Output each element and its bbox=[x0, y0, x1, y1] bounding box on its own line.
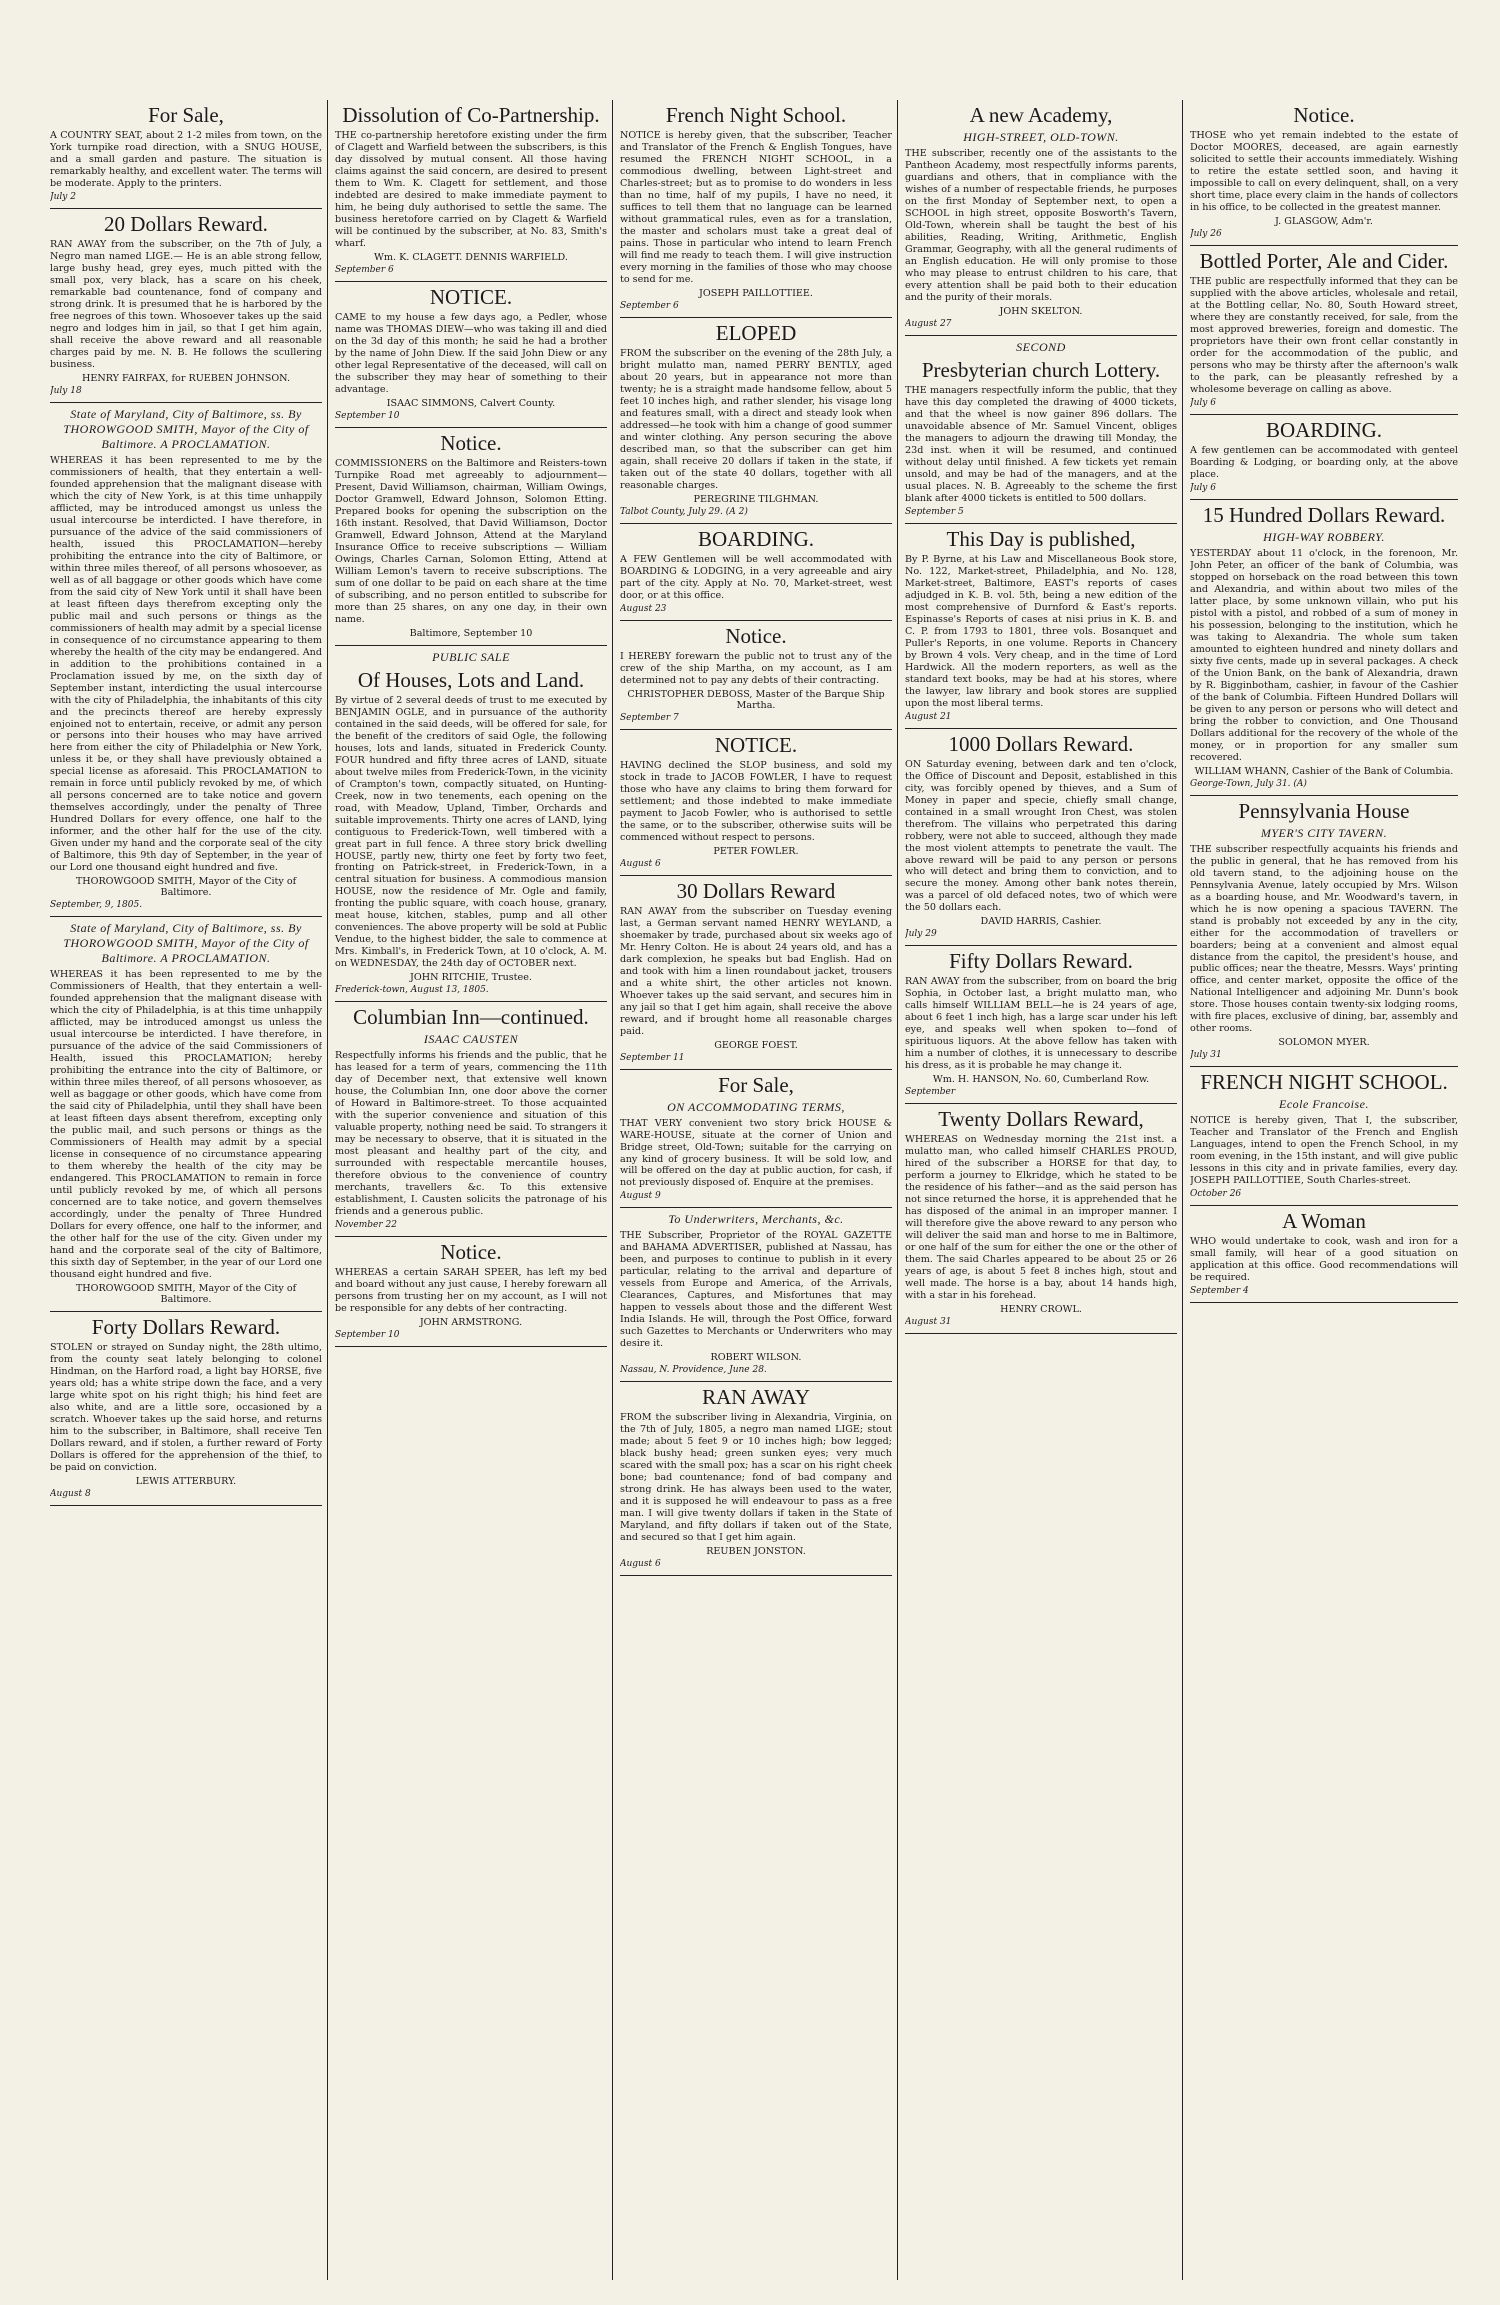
column-3 bbox=[620, 100, 892, 2280]
ad-subheading: HIGH-WAY ROBBERY. bbox=[1263, 529, 1385, 544]
ad-divider bbox=[335, 1001, 607, 1002]
ad-subheading: Ecole Francoise. bbox=[1279, 1097, 1369, 1112]
column-rule bbox=[612, 100, 613, 2280]
advertisement bbox=[50, 921, 322, 1305]
ad-heading: Twenty Dollars Reward, bbox=[938, 1107, 1144, 1132]
ad-heading: Dissolution of Co-Partnership. bbox=[342, 103, 600, 127]
ad-dateline: August 21 bbox=[905, 711, 952, 722]
ad-dateline: July 6 bbox=[1190, 397, 1216, 408]
ad-divider bbox=[905, 335, 1177, 336]
advertisement bbox=[50, 1316, 322, 1499]
ad-heading: For Sale, bbox=[718, 1072, 794, 1097]
ad-dateline: August 6 bbox=[620, 858, 661, 869]
ad-heading: Presbyterian church Lottery. bbox=[921, 357, 1161, 382]
ad-body-text: I HEREBY forewarn the public not to trust any of the crew of the ship Martha, on my account, as I am determined not to pay any debts of their contracting. bbox=[620, 650, 892, 686]
ad-body-text: RAN AWAY from the subscriber on Tuesday evening last, a German servant named HENRY WEYLAND, a shoemaker by trade, purchased about six weeks ago of Mr. Henry Colton. He is about 24 years old, and has a dark complexion, he speaks but bad English. Had on and took with him a linen roundabout jacket, trousers and a white shirt, the other articles not known. Whoever takes up the said servant, and secures him in any jail so that I get him again, shall receive the above reward, and if brought home all reasonable charges paid. bbox=[620, 905, 892, 1037]
ad-signature: SOLOMON MYER. bbox=[1278, 1037, 1370, 1049]
ad-dateline: September 6 bbox=[335, 264, 394, 275]
ad-dateline: July 31 bbox=[1190, 1050, 1222, 1061]
ad-signature: CHRISTOPHER DEBOSS, Master of the Barque Ship Martha. bbox=[627, 688, 885, 711]
advertisement bbox=[905, 950, 1177, 1097]
advertisement bbox=[50, 213, 322, 396]
advertisement bbox=[335, 104, 607, 275]
ad-divider bbox=[620, 729, 892, 730]
ad-body-text: FROM the subscriber living in Alexandria, Virginia, on the 7th of July, 1805, a negro man named LIGE; stout made; about 5 feet 9 or 10 inches high; bow legged; black bushy head; green sunken eyes; very much scared with the small pox; has a scar on his right cheek bone; bad countenance; fond of bad company and strong drink. He has always been used to the water, and it is supposed he will endeavour to pass as a free man. I will give twenty dollars if taken in the State of Maryland, and fifty dollars if taken out of the State, and secured so that I get him again. bbox=[620, 1412, 892, 1544]
column-4 bbox=[905, 100, 1177, 2280]
ad-dateline: September, 9, 1805. bbox=[50, 900, 143, 911]
ad-dateline: July 26 bbox=[1190, 228, 1222, 239]
ad-heading: Notice. bbox=[725, 623, 787, 648]
advertisement bbox=[620, 322, 892, 517]
ad-dateline: August 8 bbox=[50, 1488, 91, 1499]
ad-divider bbox=[50, 1505, 322, 1506]
ad-divider bbox=[50, 916, 322, 917]
ad-signature: PETER FOWLER. bbox=[713, 845, 799, 857]
ad-body-text: THOSE who yet remain indebted to the estate of Doctor MOORES, deceased, are again earnestly solicited to settle their accounts immediately. Wishing to retire the estate settled soon, and having it impossible to call on every delinquent, shall, on a very short time, place every claim in the hands of collectors in his office, to be collected in the greatest manner. bbox=[1190, 130, 1458, 213]
advertisement bbox=[620, 104, 892, 311]
column-rule bbox=[1182, 100, 1183, 2280]
ad-heading: ELOPED bbox=[715, 320, 797, 345]
ad-body-text: STOLEN or strayed on Sunday night, the 28th ultimo, from the county seat lately belonging to colonel Hindman, on the Harford road, a light bay HORSE, five years old; has a white stripe down the face, and a very large white spot on his right thigh; his hind feet are also white, and are a little sore, occasioned by a scratch. Whoever takes up the said horse, and returns him to the subscriber, in Baltimore, shall receive Ten Dollars reward, and if stolen, a further reward of Forty Dollars is offered for the apprehension of the thief, to be paid on conviction. bbox=[50, 1341, 322, 1473]
ad-signature: THOROWGOOD SMITH, Mayor of the City of Baltimore. bbox=[75, 876, 297, 899]
ad-body-text: By virtue of 2 several deeds of trust to me executed by BENJAMIN OGLE, and in pursuance of the authority contained in the said deeds, will be offered for sale, for the benefit of the creditors of said Ogle, the following houses, lots and lands, situated in Frederick County. FOUR hundred and fifty three acres of LAND, situate about twelve miles from Frederick-Town, in the vicinity of Crampton's town, compactly situated, on Hunting-Creek, now in two tenements, each opening on the road, with Meadow, Upland, Timber, Orchards and suitable improvements. Thirty one acres of LAND, lying contiguous to Frederick-Town, well timbered with a great part in full fence. A three story brick dwelling HOUSE, partly new, thirty one feet by forty two feet, fronting on Patrick-street, in Frederick-Town, in a central situation for business. A commodious mansion HOUSE, now the residence of Mr. Ogle and family, fronting the public square, with coach house, granary, meat house, kitchen, stables, pump and all other conveniences. The above property will be sold at Public Vendue, to the highest bidder, the sale to commence at Mrs. Kimball's, in Frederick Town, at 10 o'clock, A. M. on WEDNESDAY, the 24th day of OCTOBER next. bbox=[335, 694, 607, 970]
ad-dateline: August 9 bbox=[620, 1191, 661, 1202]
ad-heading: Pennsylvania House bbox=[1238, 798, 1410, 823]
ad-signature: JOSEPH PAILLOTTIEE. bbox=[699, 287, 813, 299]
advertisement bbox=[335, 286, 607, 421]
ad-body-text: WHEREAS it has been represented to me by the commissioners of health, that they entertain a well-founded apprehension that the malignant disease with which the city of New York, is at this time unhappily afflicted, may be introduced amongst us unless the usual intercourse be interdicted. I have therefore, in pursuance of the advice of the said commissioners of health, issued this PROCLAMATION—hereby prohibiting the entrance into the city of Baltimore, or within three miles thereof, of all persons whosoever, as well as of all baggage or other goods which have come from the said city of New York until it shall have been at least fifteen days therefrom excepting only the public mail and such persons or things as the commissioners of health may admit by a special license in consequence of no circumstance appearing to them whereby the health of the city may be endangered. And in addition to the prohibitions contained in a Proclamation issued by me, on the sixth day of September instant, interdicting the usual intercourse with the city of Philadelphia, the inhabitants of this city and the precincts thereof are hereby expressly enjoined not to entertain, receive, or admit any person or persons into their houses who may have arrived here from either the city of Philadelphia or New York, unless it be, or they shall have previously obtained a special license as aforesaid. This PROCLAMATION to remain in force until publicly revoked by me, of which all persons concerned are to take notice and govern themselves accordingly, under the penalty of Three Hundred Dollars for every offence, one half to the informer, and the other half for the use of the city. Given under my hand and the corporate seal of the city of Baltimore, this 9th day of September, in the year of our Lord one thousand eight hundred and five. bbox=[50, 454, 322, 874]
advertisement bbox=[335, 650, 607, 996]
ad-body-text: NOTICE is hereby given, that the subscriber, Teacher and Translator of the French & English Tongues, have resumed the FRENCH NIGHT SCHOOL, in a commodious dwelling, between Light-street and Charles-street; but as to promise to do wonders in less than no time, half of my pupils, I have no need, it suffices to tell them that no language can be learned without grammatical rules, even as for a translation, the master and scholars must take a great deal of pains. Those in particular who intend to learn French will find me ready to teach them. I will give instruction every morning in the families of those who may choose to send for me. bbox=[620, 130, 892, 285]
ad-dateline: September bbox=[905, 1087, 956, 1098]
ad-signature: Wm. K. CLAGETT. DENNIS WARFIELD. bbox=[374, 251, 568, 263]
ad-dateline: Nassau, N. Providence, June 28. bbox=[620, 1365, 767, 1376]
ad-signature: J. GLASGOW, Adm'r. bbox=[1275, 215, 1373, 227]
ad-body-text: THE Subscriber, Proprietor of the ROYAL GAZETTE and BAHAMA ADVERTISER, published at Nassau, has been, and purposes to continue to publish in it every particular, relating to the arrival and departure of vessels from Europe and America, of the Arrivals, Clearances, Captures, and Misfortunes that may happen to vessels about those and the different West India Islands. He will, through the Post Office, forward such Gazettes to Merchants or Underwriters who may desire it. bbox=[620, 1230, 892, 1350]
ad-divider bbox=[1190, 414, 1458, 415]
advertisement bbox=[905, 104, 1177, 329]
advertisement bbox=[620, 528, 892, 614]
ad-heading: Bottled Porter, Ale and Cider. bbox=[1199, 248, 1449, 273]
ad-signature: Wm. H. HANSON, No. 60, Cumberland Row. bbox=[932, 1074, 1150, 1086]
ad-divider bbox=[335, 427, 607, 428]
advertisement bbox=[905, 1108, 1177, 1327]
ad-heading: Notice. bbox=[440, 1240, 502, 1265]
ad-subheading: HIGH-STREET, OLD-TOWN. bbox=[963, 130, 1119, 145]
advertisement bbox=[620, 734, 892, 869]
ad-dateline: August 6 bbox=[620, 1559, 661, 1570]
ad-divider bbox=[620, 317, 892, 318]
ad-signature: LEWIS ATTERBURY. bbox=[135, 1475, 237, 1487]
ad-signature: REUBEN JONSTON. bbox=[706, 1546, 806, 1558]
ad-heading: BOARDING. bbox=[697, 526, 815, 551]
ad-body-text: A few gentlemen can be accommodated with genteel Boarding & Lodging, or boarding only, at the above place. bbox=[1190, 444, 1458, 480]
ad-heading: For Sale, bbox=[148, 103, 224, 127]
ad-body-text: THE subscriber respectfully acquaints his friends and the public in general, that he has removed from his old tavern stand, to the adjoining house on the Pennsylvania Avenue, lately occupied by Mrs. Wilson as a boarding house, and Mr. Woodward's tavern, in which he is now opening a spacious TAVERN. The stand is probably not exceeded by any in the city, either for the accommodation of travellers or boarders; being at a convenient and almost equal distance from the capitol, the president's house, and public offices; near the theatre, Messrs. Ways' printing office, and center market, opposite the office of the National Intelligencer and adjoining Mr. Dunn's book store. Those houses contain twenty-six lodging rooms, with fire places, exclusive of dining, bar, assembly and other rooms. bbox=[1190, 843, 1458, 1035]
advertisement bbox=[335, 1006, 607, 1230]
ad-dateline: Frederick-town, August 13, 1805. bbox=[335, 985, 489, 996]
advertisement bbox=[620, 880, 892, 1063]
ad-body-text: WHO would undertake to cook, wash and iron for a small family, will hear of a good situation on application at this office. Good recommendations will be required. bbox=[1190, 1236, 1458, 1284]
ad-heading: Notice. bbox=[1293, 103, 1355, 127]
ad-dateline: August 27 bbox=[905, 318, 952, 329]
advertisement bbox=[1190, 104, 1458, 239]
advertisement bbox=[1190, 1210, 1458, 1296]
ad-divider bbox=[620, 875, 892, 876]
ad-divider bbox=[335, 1236, 607, 1237]
ad-subheading: To Underwriters, Merchants, &c. bbox=[668, 1212, 844, 1227]
ad-signature: JOHN RITCHIE, Trustee. bbox=[410, 972, 532, 984]
ad-heading: A Woman bbox=[1282, 1209, 1366, 1234]
column-rule bbox=[327, 100, 328, 2280]
column-2 bbox=[335, 100, 607, 2280]
ad-body-text: A FEW Gentlemen will be well accommodated with BOARDING & LODGING, in a very agreeable and airy part of the city. Apply at No. 70, Market-street, west door, or at this office. bbox=[620, 553, 892, 601]
ad-body-text: By P. Byrne, at his Law and Miscellaneous Book store, No. 122, Market-street, Philadelphia, and No. 128, Market-street, Baltimore, EAST's reports of cases adjudged in K. B. vol. 5th, being a new edition of the most comprehensive of Durnford & East's reports. Espinasse's Reports of cases at nisi prius in K. B. and C. P. from 1793 to 1801, three vols. Bosanquet and Puller's Reports, in one volume. Reports in Chancery by Brown 4 vols. Very cheap, and in the time of Lord Hardwick. All the modern reporters, as well as the standard text books, may be had at his stores, where the lawyer, law library and book stores are supplied upon the most liberal terms. bbox=[905, 553, 1177, 709]
advertisement bbox=[335, 1241, 607, 1340]
ad-heading: 20 Dollars Reward. bbox=[104, 211, 268, 236]
ad-body-text: RAN AWAY from the subscriber, from on board the brig Sophia, in October last, a bright mulatto man, who calls himself WILLIAM BELL—he is 24 years of age, about 6 feet 1 inch high, has a large scar under his left eye, and speaks well when spoken to—fond of spirituous liquors. At the above fellow has taken with him a number of clothes, it is unnecessary to describe his dress, as it is probable he may change it. bbox=[905, 976, 1177, 1072]
advertisement bbox=[620, 1212, 892, 1375]
advertisement bbox=[1190, 250, 1458, 408]
ad-divider bbox=[620, 523, 892, 524]
ad-dateline: September 7 bbox=[620, 712, 679, 723]
ad-heading: Fifty Dollars Reward. bbox=[949, 949, 1133, 974]
advertisement bbox=[335, 432, 607, 639]
ad-divider bbox=[620, 1575, 892, 1576]
ad-heading: This Day is published, bbox=[946, 526, 1136, 551]
ad-divider bbox=[335, 1346, 607, 1347]
ad-divider bbox=[905, 1103, 1177, 1104]
ad-divider bbox=[335, 281, 607, 282]
ad-subheading: PUBLIC SALE bbox=[432, 649, 510, 664]
advertisement bbox=[905, 528, 1177, 722]
ad-divider bbox=[905, 945, 1177, 946]
ad-dateline: September 10 bbox=[335, 410, 400, 421]
ad-heading: 1000 Dollars Reward. bbox=[948, 731, 1134, 756]
ad-signature: PEREGRINE TILGHMAN. bbox=[693, 493, 819, 505]
ad-body-text: THE subscriber, recently one of the assistants to the Pantheon Academy, most respectfully informs parents, guardians and others, that in compliance with the wishes of a number of respectable friends, he purposes on the first Monday of September next, to open a SCHOOL in high street, opposite Bosworth's Tavern, Old-Town, wherein shall be taught the best of his abilities, Reading, Writing, Arithmetic, English Grammar, Geography, with all the general rudiments of an English education. He will only promise to those who may please to entrust children to his care, that every attention shall be paid both to their education and the purity of their morals. bbox=[905, 148, 1177, 303]
ad-body-text: COMMISSIONERS on the Baltimore and Reisters-town Turnpike Road met agreeably to adjournment— Present, David Williamson, chairman, William Owings, Doctor Gramwell, Edward Johnson, Solomon Etting. Prepared books for opening the subscription on the 16th instant. Resolved, that David Williamson, Doctor Gramwell, Edward Johnson, Attend at the Maryland Insurance Office to receive subscriptions — William Owings, Charles Carnan, Solomon Etting, Attend at William Lemon's tavern to receive subscriptions. The sum of one dollar to be paid on each share at the time of subscribing, and no person entitled to subscribe for more than 25 shares, on any one day, in their own name. bbox=[335, 457, 607, 625]
ad-body-text: YESTERDAY about 11 o'clock, in the forenoon, Mr. John Peter, an officer of the bank of Columbia, was stopped on horseback on the road between this town and Alexandria, and within about two miles of the latter place, by some unknown villain, who put his pistol with a pistol, and robbed of a sum of money in his possession, belonging to the institution, which he was taking to Alexandria. The whole sum taken amounted to eighteen hundred and ninety dollars and sixty five cents, made up in several packages. A check of the Union Bank, on the bank of Alexandria, drawn by R. Bigginbotham, cashier, in favour of the Cashier of the bank of Columbia. Fifteen Hundred Dollars will be given to any person or persons who will detect and bring the robber to conviction, and One Thousand Dollars additional for the recovery of the whole of the money, or in proportion for any smaller sum recovered. bbox=[1190, 547, 1458, 763]
ad-dateline: September 6 bbox=[620, 300, 679, 311]
column-1 bbox=[50, 100, 322, 2280]
ad-dateline: September 4 bbox=[1190, 1286, 1249, 1297]
advertisement bbox=[1190, 419, 1458, 493]
ad-heading: Forty Dollars Reward. bbox=[91, 1314, 281, 1339]
ad-dateline: September 11 bbox=[620, 1052, 685, 1063]
ad-subheading: State of Maryland, City of Baltimore, ss. By THOROWGOOD SMITH, Mayor of the City of Baltimore. A PROCLAMATION. bbox=[63, 406, 309, 451]
ad-divider bbox=[620, 1207, 892, 1208]
advertisement bbox=[620, 1074, 892, 1202]
ad-divider bbox=[1190, 499, 1458, 500]
ad-heading: BOARDING. bbox=[1265, 417, 1383, 442]
ad-signature: THOROWGOOD SMITH, Mayor of the City of Baltimore. bbox=[75, 1282, 297, 1305]
ad-dateline: September 5 bbox=[905, 506, 964, 517]
ad-dateline: August 23 bbox=[620, 603, 667, 614]
ad-heading: NOTICE. bbox=[429, 284, 513, 309]
ad-dateline: July 2 bbox=[50, 191, 76, 202]
ad-heading: French Night School. bbox=[665, 103, 847, 127]
advertisement bbox=[905, 733, 1177, 940]
ad-signature: DAVID HARRIS, Cashier. bbox=[980, 916, 1102, 928]
ad-divider bbox=[905, 728, 1177, 729]
ad-divider bbox=[1190, 1066, 1458, 1067]
ad-divider bbox=[1190, 245, 1458, 246]
ad-body-text: NOTICE is hereby given, That I, the subscriber, Teacher and Translator of the French and English Languages, intend to open the French School, in my room evening, in the 15th instant, and will give public lessons in this city and in private families, every day. JOSEPH PAILLOTTIEE, South Charles-street. bbox=[1190, 1115, 1458, 1187]
ad-dateline: November 22 bbox=[335, 1220, 397, 1231]
ad-heading: RAN AWAY bbox=[702, 1385, 810, 1410]
ad-dateline: Talbot County, July 29. (A 2) bbox=[620, 506, 748, 517]
ad-body-text: WHEREAS on Wednesday morning the 21st inst. a mulatto man, who called himself CHARLES PROUD, hired of the subscriber a HORSE for that day, to perform a journey to Elkridge, which he stated to be the residence of his father—and as the said person has not since returned the horse, it is apprehended that he has disposed of the animal in an improper manner. I will therefore give the above reward to any person who will deliver the said man and horse to me in Baltimore, or one half of the sum for either the one or the other of them. The said Charles appeared to be about 25 or 26 years of age, is about 5 feet 8 inches high, stout and well made. The horse is a bay, about 14 hands high, with a star in his forehead. bbox=[905, 1134, 1177, 1302]
ad-body-text: THE public are respectfully informed that they can be supplied with the above articles, wholesale and retail, at the Bottling cellar, No. 80, South Howard street, where they are constantly received, for sale, from the most approved breweries, foreign and domestic. The proprietors have their own front cellar constantly in order for the accommodation of the public, and persons who may be thirsty after the afternoon's walk to the park, can be pleasantly refreshed by a wholesome beverage on calling as above. bbox=[1190, 275, 1458, 395]
ad-divider bbox=[335, 645, 607, 646]
ad-divider bbox=[620, 620, 892, 621]
ad-signature: Baltimore, September 10 bbox=[409, 627, 533, 639]
ad-heading: NOTICE. bbox=[714, 732, 798, 757]
ad-signature: ROBERT WILSON. bbox=[710, 1352, 802, 1364]
advertisement bbox=[50, 407, 322, 910]
ad-dateline: August 31 bbox=[905, 1317, 952, 1328]
advertisement bbox=[620, 625, 892, 723]
ad-divider bbox=[620, 1381, 892, 1382]
ad-divider bbox=[1190, 1205, 1458, 1206]
ad-body-text: A COUNTRY SEAT, about 2 1-2 miles from town, on the York turnpike road direction, with a SNUG HOUSE, and a small garden and pasture. The situation is remarkably healthy, and excellent water. The terms will be moderate. Apply to the printers. bbox=[50, 130, 322, 189]
ad-dateline: July 18 bbox=[50, 385, 82, 396]
ad-heading: A new Academy, bbox=[969, 103, 1113, 127]
ad-divider bbox=[50, 402, 322, 403]
ad-signature: HENRY FAIRFAX, for RUEBEN JOHNSON. bbox=[81, 372, 291, 384]
advertisement bbox=[50, 104, 322, 202]
ad-body-text: HAVING declined the SLOP business, and sold my stock in trade to JACOB FOWLER, I have to request those who have any claims to bring them forward for settlement; and those indebted to make immediate payment to Jacob Fowler, who is authorised to settle the same, or to the subscriber, otherwise suits will be commenced without respect to persons. bbox=[620, 759, 892, 843]
ad-heading: Notice. bbox=[440, 430, 502, 455]
ad-signature: HENRY CROWL. bbox=[1000, 1304, 1082, 1316]
ad-divider bbox=[620, 1069, 892, 1070]
ad-body-text: THAT VERY convenient two story brick HOUSE & WARE-HOUSE, situate at the corner of Union and Bridge street, Old-Town; suitable for the carrying on any kind of grocery business. It will be sold low, and will be offered on the day at public auction, for cash, if not previously disposed of. Enquire at the premises. bbox=[620, 1117, 892, 1189]
ad-dateline: July 6 bbox=[1190, 482, 1216, 493]
advertisement bbox=[905, 340, 1177, 517]
advertisement bbox=[1190, 1071, 1458, 1199]
column-rule bbox=[897, 100, 898, 2280]
ad-signature: JOHN SKELTON. bbox=[999, 305, 1083, 317]
ad-body-text: FROM the subscriber on the evening of the 28th July, a bright mulatto man, named PERRY BENTLY, aged about 20 years, but in appearance not more than twenty; he is a straight made handsome fellow, about 5 feet 10 inches high, and rather slender, his visage long and features small, with a direct and steady look when addressed—he took with him a change of good summer and winter clothing. Any person securing the above described man, so that the subscriber can get him again, shall receive 20 dollars if taken in the state, if taken out of the state 40 dollars, together with all reasonable charges. bbox=[620, 347, 892, 491]
ad-subheading: ON ACCOMMODATING TERMS, bbox=[667, 1099, 845, 1114]
ad-body-text: THE managers respectfully inform the public, that they have this day completed the drawing of 4000 tickets, and that the wheel is now gainer 896 dollars. The unavoidable absence of Mr. Samuel Vincent, obliges the managers to adjourn the drawing till Monday, the 23d inst. when it will be resumed, and continued without delay until finished. A few tickets yet remain unsold, and may be had of the managers, and at the usual places. N. B. Agreeably to the scheme the first blank after 4000 tickets is entitled to 500 dollars. bbox=[905, 384, 1177, 504]
ad-body-text: RAN AWAY from the subscriber, on the 7th of July, a Negro man named LIGE.— He is an able strong fellow, large bushy head, grey eyes, much pitted with the small pox, very black, has a scare on his cheek, remarkable bad countenance, fond of company and strong drink. It is presumed that he is harbored by the free negroes of this town. Whosoever takes up the said negro and lodges him in jail, so that I get him again, shall receive the above reward and all reasonable charges paid by me. N. B. He follows the scullering business. bbox=[50, 239, 322, 370]
ad-divider bbox=[50, 1311, 322, 1312]
ad-body-text: ON Saturday evening, between dark and ten o'clock, the Office of Discount and Deposit, established in this city, was forcibly opened by thieves, and a Sum of Money in paper and specie, chiefly small change, contained in a small wrought Iron Chest, was stolen therefrom. The villains who perpetrated this daring robbery, were not able to succeed, although they made the most violent attempts to penetrate the vault. The above reward will be paid to any person or persons who will detect and bring them to conviction, and to secure the money. Among other bank notes therein, was a parcel of old defaced notes, two of which were the 50 dollars each. bbox=[905, 758, 1177, 914]
advertisement bbox=[620, 1386, 892, 1569]
ad-divider bbox=[1190, 795, 1458, 796]
column-5 bbox=[1190, 100, 1458, 2280]
ad-heading: 15 Hundred Dollars Reward. bbox=[1202, 502, 1446, 527]
ad-heading: 30 Dollars Reward bbox=[676, 878, 836, 903]
ad-dateline: October 26 bbox=[1190, 1189, 1242, 1200]
ad-subheading: ISAAC CAUSTEN bbox=[423, 1032, 519, 1047]
ad-subheading: MYER'S CITY TAVERN. bbox=[1260, 825, 1388, 840]
ad-heading: Columbian Inn—continued. bbox=[353, 1005, 589, 1030]
ad-body-text: WHEREAS it has been represented to me by the Commissioners of Health, that they entertain a well-founded apprehension that the malignant disease with which the city of Philadelphia, is at this time unhappily afflicted, may be introduced amongst us unless the usual intercourse be interdicted. I have therefore, in pursuance of the advice of the said Commissioners of Health, issued this PROCLAMATION; hereby prohibiting the entrance into the city of Baltimore, or within three miles thereof, of all persons whosoever, as well as baggage or other goods, which have come from the said city of Philadelphia, until they shall have been at least fifteen days absent therefrom, excepting only the public mail, and such persons or things as the Commissioners of Health may admit by a special license in consequence of no circumstance appearing to them whereby the health of the city may be endangered. This PROCLAMATION to remain in force until publicly revoked by me, of which all persons concerned are to take notice, and govern themselves accordingly, under the penalty of Three Hundred Dollars for every offence, one half to the informer, and the other half for the use of the city. Given under my hand and the corporate seal of the city of Baltimore, this sixth day of September, in the year of our Lord one thousand eight hundred and five. bbox=[50, 969, 322, 1280]
advertisement bbox=[1190, 800, 1458, 1061]
ad-subheading: State of Maryland, City of Baltimore, ss. By THOROWGOOD SMITH, Mayor of the City of Baltimore. A PROCLAMATION. bbox=[63, 921, 309, 966]
ad-signature: GEORGE FOEST. bbox=[714, 1039, 798, 1051]
ad-divider bbox=[50, 208, 322, 209]
ad-signature: WILLIAM WHANN, Cashier of the Bank of Columbia. bbox=[1194, 765, 1454, 777]
ad-divider bbox=[905, 1333, 1177, 1334]
ad-signature: JOHN ARMSTRONG. bbox=[419, 1317, 523, 1329]
ad-heading: Of Houses, Lots and Land. bbox=[357, 667, 585, 692]
ad-body-text: WHEREAS a certain SARAH SPEER, has left my bed and board without any just cause, I hereby forewarn all persons from trusting her on my account, as I will not be responsible for any debts of her contracting. bbox=[335, 1267, 607, 1315]
advertisement bbox=[1190, 504, 1458, 789]
ad-subheading: SECOND bbox=[1016, 339, 1066, 354]
ad-dateline: George-Town, July 31. (A) bbox=[1190, 778, 1307, 789]
ad-heading: FRENCH NIGHT SCHOOL. bbox=[1200, 1070, 1448, 1095]
ad-signature: ISAAC SIMMONS, Calvert County. bbox=[386, 397, 556, 409]
ad-body-text: CAME to my house a few days ago, a Pedler, whose name was THOMAS DIEW—who was taking ill and died on the 3d day of this month; he said he had a brother by the name of John Diew. If the said John Diew or any other legal Representative of the deceased, will call on the subscriber they may hear of something to their advantage. bbox=[335, 311, 607, 395]
ad-body-text: THE co-partnership heretofore existing under the firm of Clagett and Warfield between the subscribers, is this day dissolved by mutual consent. All those having claims against the said concern, are desired to present them to Wm. K. Clagett for settlement, and those indebted are desired to make immediate payment to him, he being duly authorised to settle the same. The business heretofore carried on by Clagett & Warfield will be continued by the subscriber, at No. 83, Smith's wharf. bbox=[335, 130, 607, 249]
ad-dateline: July 29 bbox=[905, 929, 937, 940]
ad-divider bbox=[905, 523, 1177, 524]
ad-body-text: Respectfully informs his friends and the public, that he has leased for a term of years, commencing the 11th day of December next, that extensive well known house, the Columbian Inn, one door above the corner of Howard in Baltimore-street. To those acquainted with the superior convenience and situation of this valuable property, nothing need be said. To strangers it may be necessary to observe, that it is situated in the most pleasant and healthy part of the city, and surrounded with respectable mercantile houses, therefore obvious to the convenience of country merchants, travellers &c. To this extensive establishment, I. Causten solicits the patronage of his friends and a generous public. bbox=[335, 1050, 607, 1218]
ad-divider bbox=[1190, 1302, 1458, 1303]
ad-dateline: September 10 bbox=[335, 1330, 400, 1341]
